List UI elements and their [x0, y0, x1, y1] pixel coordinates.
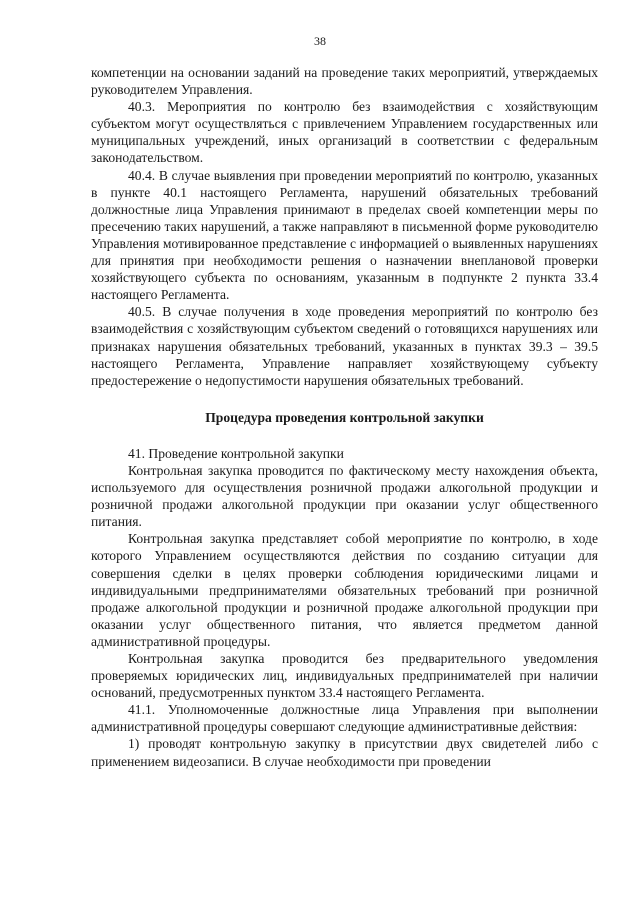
page-number: 38	[314, 34, 326, 48]
paragraph-40-3: 40.3. Мероприятия по контролю без взаимодействия с хозяйствующим субъектом могут осуществляться с привлечением Управлением государственных или муниципальных учреждений, иных организаций в соответствии с федеральным законодательством.	[91, 99, 598, 166]
paragraph-41-1-item-1: 1) проводят контрольную закупку в присутствии двух свидетелей либо с применением видеозаписи. В случае необходимости при проведении	[91, 736, 598, 769]
paragraph-41: 41. Проведение контрольной закупки	[128, 445, 344, 461]
paragraph-40-5: 40.5. В случае получения в ходе проведения мероприятий по контролю без взаимодействия с хозяйствующим субъектом сведений о готовящихся нарушениях или признаках нарушения обязательных требований, указанных в пунктах 39.3 – 39.5 настоящего Регламента, Управление направляет хозяйствующему субъекту предостережение о недопустимости нарушения обязательных требований.	[91, 304, 598, 388]
paragraph-41-no-notice: Контрольная закупка проводится без предварительного уведомления проверяемых юридических лиц, индивидуальных предпринимателей при наличии оснований, предусмотренных пунктом 33.4 настоящего Регламента.	[91, 651, 598, 701]
document-body	[91, 64, 598, 770]
section-heading: Процедура проведения контрольной закупки	[205, 409, 484, 425]
paragraph-continuation: компетенции на основании заданий на проведение таких мероприятий, утверждаемых руководителем Управления.	[91, 65, 598, 98]
paragraph-41-definition: Контрольная закупка представляет собой мероприятие по контролю, в ходе которого Управлением осуществляются действия по созданию ситуации для совершения сделки в целях проверки соблюдения юридическими лицами и индивидуальными предпринимателями обязательных требований при розничной продаже алкогольной продукции и розничной продаже алкогольной продукции при оказании услуг общественного питания, что является предметом данной административной процедуры.	[91, 531, 598, 649]
paragraph-41-location: Контрольная закупка проводится по фактическому месту нахождения объекта, используемого для осуществления розничной продажи алкогольной продукции и розничной продажи алкогольной продукции при оказании услуг общественного питания.	[91, 462, 598, 530]
paragraph-41-1: 41.1. Уполномоченные должностные лица Управления при выполнении административной процедуры совершают следующие административные действия:	[91, 702, 598, 735]
paragraph-40-4: 40.4. В случае выявления при проведении мероприятий по контролю, указанных в пункте 40.1 настоящего Регламента, нарушений обязательных требований должностные лица Управления принимают в пределах своей компетенции меры по пресечению таких нарушений, а также направляют в письменной форме руководителю Управления мотивированное представление с информацией о выявленных нарушениях для принятия при необходимости решения о назначении внеплановой проверки хозяйствующего субъекта по основаниям, указанным в подпункте 2 пункта 33.4 настоящего Регламента.	[91, 167, 598, 303]
